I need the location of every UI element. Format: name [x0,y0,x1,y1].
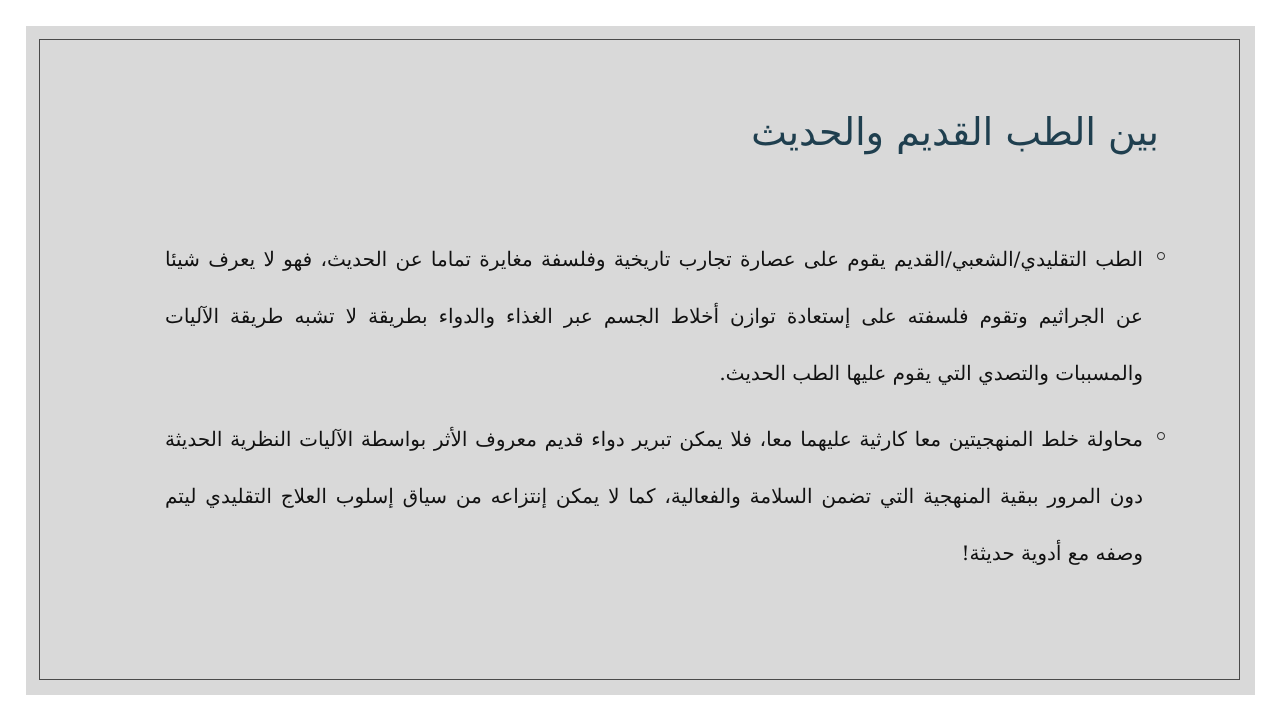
hollow-circle-bullet-icon [1157,432,1165,440]
hollow-circle-bullet-icon [1157,252,1165,260]
bullet-text: الطب التقليدي/الشعبي/القديم يقوم على عصارة تجارب تاريخية وفلسفة مغايرة تماما عن الحديث، فهو لا يعرف شيئا عن الجراثيم وتقوم فلسفته على إستعادة توازن أخلاط الجسم عبر الغذاء والدواء بطريقة لا تشبه طريقة الآليات والمسببات والتصدي التي يقوم عليها الطب الحديث. [165,247,1143,385]
bullet-item [165,411,1165,582]
bullet-item [165,231,1165,402]
slide [26,26,1255,695]
slide-title: بين الطب القديم والحديث [751,110,1159,154]
bullet-list [165,231,1165,591]
bullet-text: محاولة خلط المنهجيتين معا كارثية عليهما معا، فلا يمكن تبرير دواء قديم معروف الأثر بواسطة الآليات النظرية الحديثة دون المرور ببقية المنهجية التي تضمن السلامة والفعالية، كما لا يمكن إنتزاعه من سياق إسلوب العلاج التقليدي ليتم وصفه مع أدوية حديثة! [165,427,1144,565]
